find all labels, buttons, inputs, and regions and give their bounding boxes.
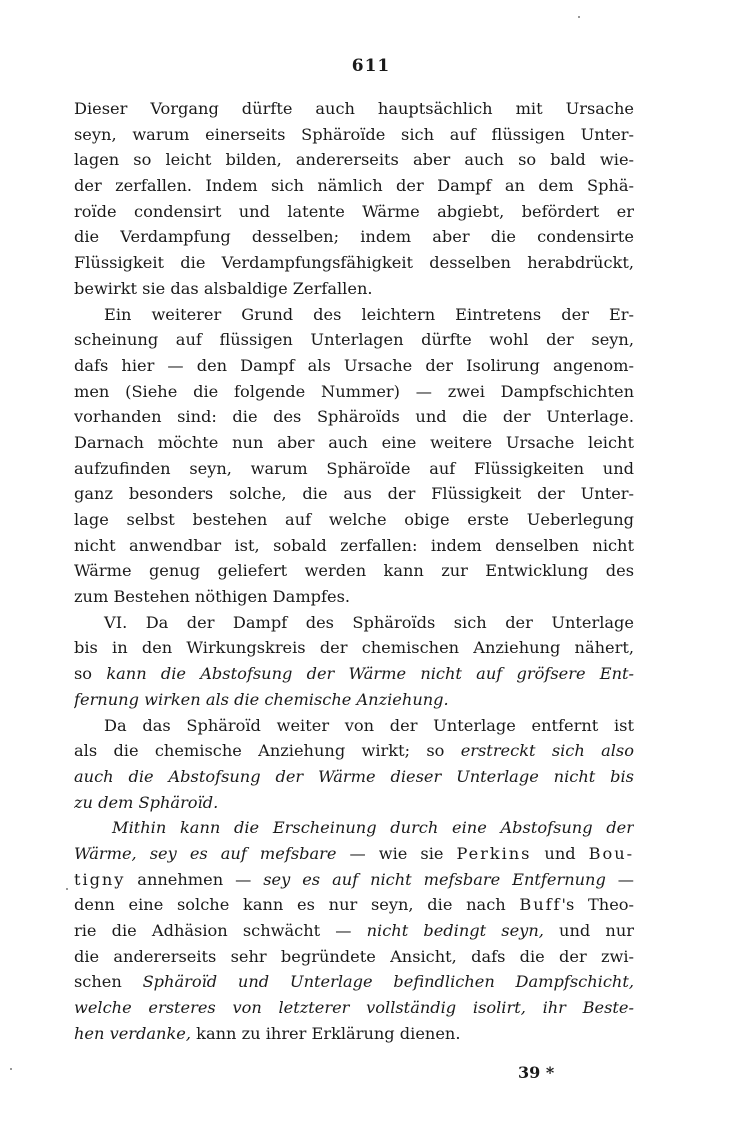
page-number: 611: [351, 56, 391, 76]
text-run: VI. Da der Dampf des Sphäroïds sich der Unterlage: [104, 612, 634, 632]
paper-speck: [10, 1068, 12, 1070]
text-line: [74, 815, 634, 841]
text-line: [74, 738, 634, 764]
text-line: [74, 995, 634, 1021]
text-run: rie die Adhäsion schwächt —: [74, 921, 367, 940]
italic-run: Mithin kann die Erscheinung durch eine Abstofsung der: [112, 818, 634, 838]
italic-run: Wärme, sey es auf mefsbare: [74, 843, 337, 863]
text-line: [74, 302, 634, 328]
text-run: die andererseits sehr begründete Ansicht, dafs die der zwi-: [74, 946, 634, 966]
text-line: [74, 969, 634, 995]
italic-run: zu dem Sphäroïd.: [74, 792, 219, 812]
text-run: dafs hier — den Dampf als Ursache der Isolirung angenom-: [74, 355, 634, 375]
text-line: [74, 713, 634, 739]
text-line: [74, 327, 634, 353]
italic-run: welche ersteres von letzterer vollständig isolirt,: [74, 998, 526, 1018]
text-line: [74, 918, 634, 944]
text-run: Dieser Vorgang dürfte auch hauptsächlich mit Ursache: [74, 99, 634, 118]
text-line: [74, 790, 634, 816]
text-line: [74, 404, 634, 430]
text-run: seyn, warum einerseits Sphäroïde sich auf flüssigen Unter-: [74, 124, 634, 144]
text-run: 's Theo-: [561, 895, 634, 915]
text-run: Wärme genug geliefert werden kann zur Entwicklung des: [74, 561, 634, 581]
text-line: [74, 353, 634, 379]
text-run: scheinung auf flüssigen Unterlagen dürfte wohl der seyn,: [74, 330, 634, 350]
text-line: [74, 96, 634, 122]
text-run: lagen so leicht bilden, andererseits aber auch so bald wie-: [74, 150, 634, 170]
text-line: [74, 610, 634, 636]
text-run: — wie sie: [336, 843, 457, 863]
text-line: [74, 250, 634, 276]
text-line: [74, 944, 634, 970]
text-run: Flüssigkeit die Verdampfungsfähigkeit desselben herabdrückt,: [74, 253, 634, 273]
text-run: annehmen —: [125, 869, 264, 889]
text-run: aufzufinden seyn, warum Sphäroïde auf Flüssigkeiten und: [74, 458, 634, 478]
text-line: [74, 224, 634, 250]
text-run: lage selbst bestehen auf welche obige erste Ueberlegung: [74, 510, 634, 529]
italic-run: sey es auf nicht mefsbare Entfernung: [263, 869, 606, 889]
text-line: [74, 379, 634, 405]
text-line: [74, 456, 634, 482]
text-line: [74, 867, 634, 893]
text-run: denn eine solche kann es nur seyn, die nach: [74, 895, 520, 915]
text-line: [74, 584, 634, 610]
text-run: vorhanden sind: die des Sphäroïds und die der Unterlage.: [74, 407, 634, 427]
text-run: roïde condensirt und latente Wärme abgiebt, befördert er: [74, 201, 634, 221]
body-text: [74, 96, 634, 1046]
text-run: —: [605, 869, 634, 889]
text-run: schen: [74, 972, 143, 992]
italic-run: erstreckt sich also: [460, 741, 634, 761]
italic-run: fernung wirken als die chemische Anziehung.: [74, 689, 449, 709]
italic-run: kann die Abstofsung der Wärme nicht auf gröfsere Ent-: [106, 664, 634, 684]
italic-run: hen verdanke,: [74, 1023, 192, 1043]
italic-run: ihr Beste-: [542, 998, 634, 1018]
spaced-name-run: tigny: [74, 869, 126, 889]
text-run: nicht anwendbar ist, sobald zerfallen: indem denselben nicht: [74, 535, 634, 555]
text-line: [74, 661, 634, 687]
text-run: men (Siehe die folgende Nummer) — zwei Dampfschichten: [74, 381, 634, 401]
text-run: bewirkt sie das alsbaldige Zerfallen.: [74, 278, 373, 298]
paper-speck: [578, 16, 580, 18]
text-line: [74, 173, 634, 199]
text-line: [74, 507, 634, 533]
text-line: [74, 430, 634, 456]
text-line: [74, 481, 634, 507]
text-line: [74, 558, 634, 584]
text-run: und: [531, 843, 589, 863]
spaced-name-run: Bou-: [588, 843, 634, 863]
spaced-name-run: Buff: [519, 895, 562, 915]
italic-run: auch die Abstofsung der Wärme dieser Unterlage nicht bis: [74, 766, 634, 786]
text-run: und nur: [543, 921, 634, 940]
text-line: [74, 764, 634, 790]
text-run: die Verdampfung desselben; indem aber die condensirte: [74, 227, 634, 247]
text-run: so: [74, 664, 107, 684]
text-run: bis in den Wirkungskreis der chemischen Anziehung nähert,: [74, 638, 634, 658]
text-line: [74, 841, 634, 867]
text-line: [74, 533, 634, 559]
text-line: [74, 122, 634, 148]
text-line: [74, 199, 634, 225]
text-line: [74, 1021, 634, 1047]
italic-run: Sphäroïd und Unterlage befindlichen Dampfschicht,: [142, 972, 634, 992]
text-run: Darnach möchte nun aber auch eine weitere Ursache leicht: [74, 432, 634, 452]
text-line: [74, 892, 634, 918]
text-line: [74, 147, 634, 173]
text-run: kann zu ihrer Erklärung dienen.: [191, 1023, 461, 1043]
text-run: ganz besonders solche, die aus der Flüssigkeit der Unter-: [74, 484, 634, 504]
text-run: als die chemische Anziehung wirkt; so: [74, 741, 461, 761]
text-run: zum Bestehen nöthigen Dampfes.: [74, 587, 351, 607]
text-run: Da das Sphäroïd weiter von der Unterlage entfernt ist: [104, 715, 634, 735]
paper-speck: [66, 888, 68, 890]
spaced-name-run: Perkins: [456, 843, 532, 863]
text-run: Ein weiterer Grund des leichtern Eintretens der Er-: [104, 304, 634, 324]
signature-mark: 39 *: [518, 1063, 555, 1082]
text-line: [74, 635, 634, 661]
italic-run: nicht bedingt seyn,: [366, 921, 544, 940]
text-run: [526, 998, 543, 1017]
text-run: der zerfallen. Indem sich nämlich der Dampf an dem Sphä-: [74, 176, 634, 196]
text-line: [74, 687, 634, 713]
text-line: [74, 276, 634, 302]
